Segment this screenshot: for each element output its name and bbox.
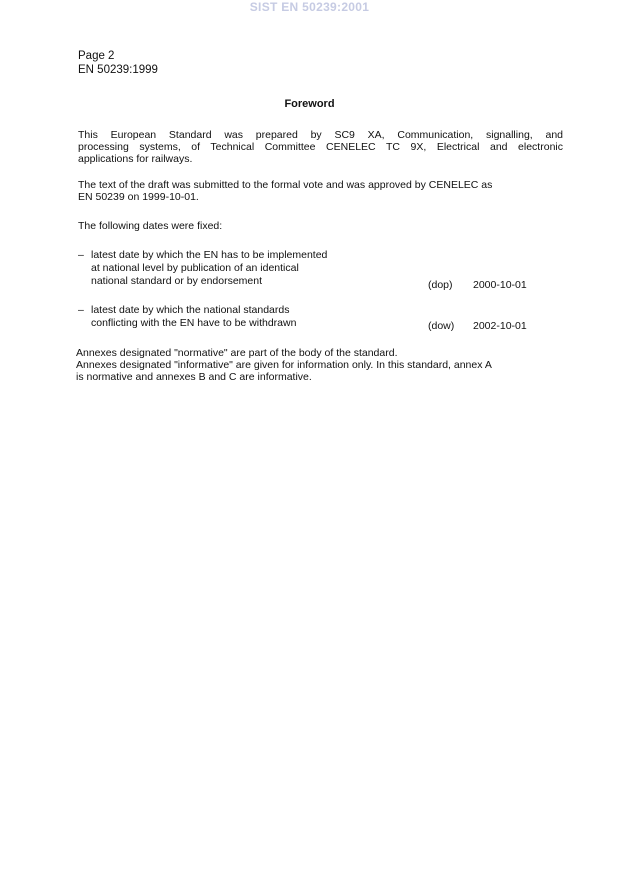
list-item-text: [91, 249, 327, 288]
list-item-line: latest date by which the national standards: [91, 304, 290, 316]
page-header: [78, 49, 158, 77]
dow-abbreviation: (dow): [428, 320, 455, 332]
list-item-line: at national level by publication of an identical: [91, 262, 299, 274]
dow-date: 2002-10-01: [473, 320, 527, 332]
paragraph-origin: [78, 129, 563, 165]
dop-abbreviation: (dop): [428, 279, 453, 291]
paragraph-line: This European Standard was prepared by SC9 XA, Communication, signalling, and: [78, 129, 563, 141]
paragraph-line: applications for railways.: [78, 153, 193, 165]
document-number: EN 50239:1999: [78, 64, 158, 76]
list-item-line: conflicting with the EN have to be withdrawn: [91, 317, 297, 329]
paragraph-line: EN 50239 on 1999-10-01.: [78, 191, 199, 203]
page-title: Foreword: [284, 98, 335, 110]
list-item-line: national standard or by endorsement: [91, 275, 263, 287]
paragraph-approval: [78, 179, 563, 203]
list-item-line: latest date by which the EN has to be implemented: [91, 249, 328, 261]
list-item-text: [91, 304, 296, 330]
paragraph-line: The text of the draft was submitted to the formal vote and was approved by CENELEC as: [78, 179, 493, 191]
paragraph-line: is normative and annexes B and C are informative.: [76, 371, 312, 383]
dop-date: 2000-10-01: [473, 279, 527, 291]
list-dash: –: [78, 249, 84, 261]
watermark: SIST EN 50239:2001: [249, 0, 370, 14]
paragraph-line: Annexes designated "informative" are given for information only. In this standard, annex A: [76, 359, 492, 371]
paragraph-dates-intro: The following dates were fixed:: [78, 220, 223, 232]
paragraph-line: Annexes designated "normative" are part of the body of the standard.: [76, 347, 398, 359]
page-number: Page 2: [78, 50, 115, 62]
paragraph-annexes: [76, 347, 563, 383]
list-dash: –: [78, 304, 84, 316]
paragraph-line: processing systems, of Technical Committee CENELEC TC 9X, Electrical and electronic: [78, 141, 563, 153]
